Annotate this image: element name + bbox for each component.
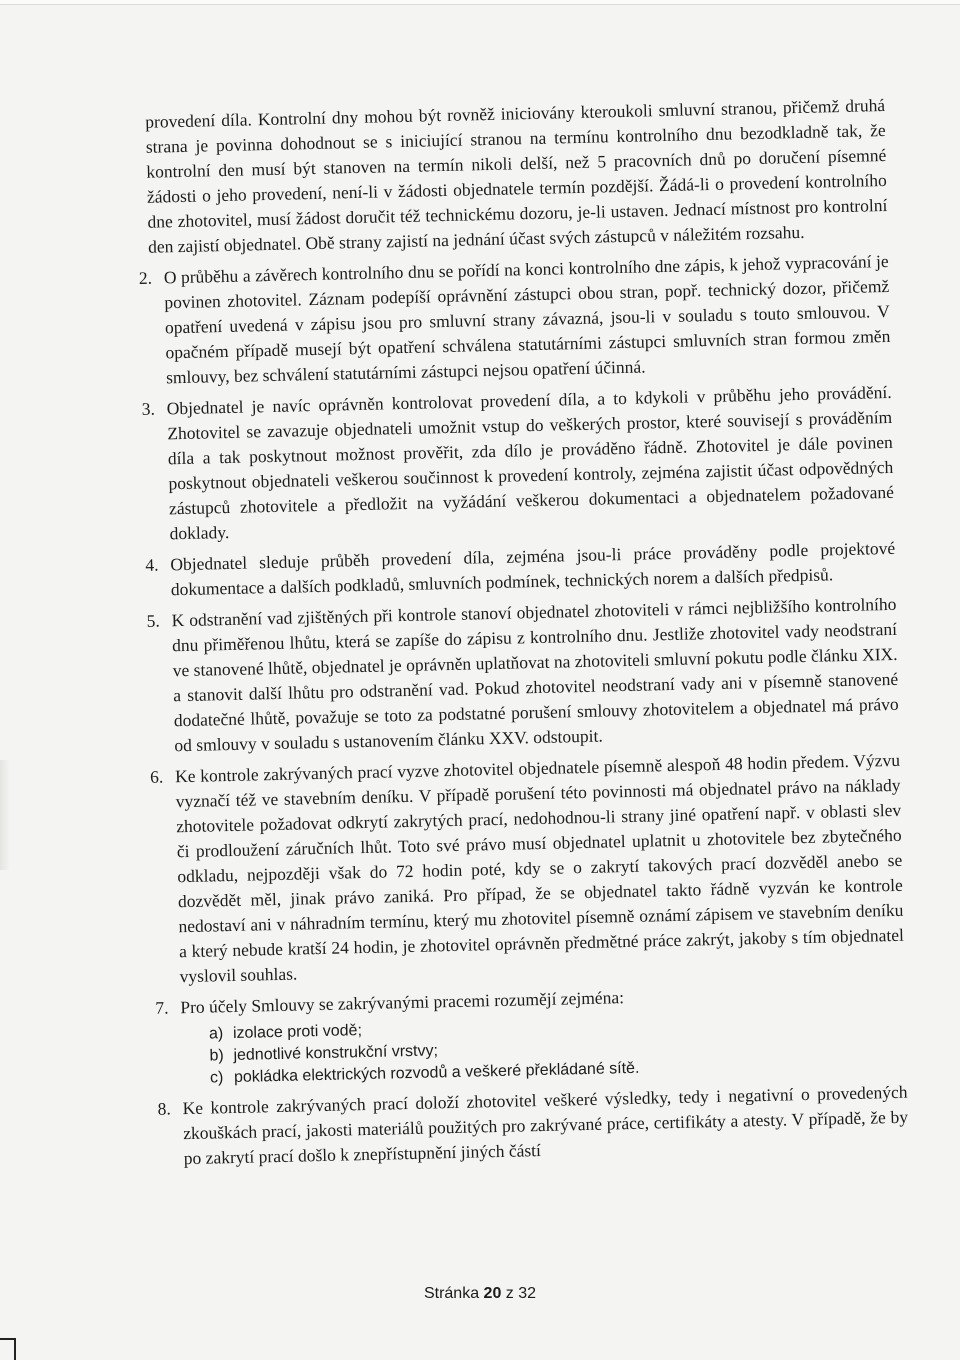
clause-number: 3. <box>141 398 156 419</box>
total-pages: 32 <box>518 1285 537 1302</box>
clause-3 <box>142 380 895 547</box>
intro-paragraph: provedení díla. Kontrolní dny mohou být rovněž iniciovány kteroukoli smluvní stranou, přičemž druhá strana je povinna dohodnout se s iniciující stranou na termínu kontrolního dnu bezodkladně tak, že kontrolní den musí být stanoven na termín nikoli delší, než 5 pracovních dnů po doručení písemné žádosti o jeho provedení, není-li v žádosti objednatele termín pozdější. Žádá-li o provedení kontrolního dne zhotovitel, musí žádost doručit též technickému dozoru, je-li ustaven. Jednací místnost pro kontrolní den zajistí objednatel. Obě strany zajistí na jednání účast svých zástupců v náležitém rozsahu. <box>145 94 888 257</box>
current-page-number: 20 <box>483 1285 502 1302</box>
clause-number: 5. <box>146 610 160 631</box>
clause-number: 8. <box>157 1098 172 1119</box>
article-clauses <box>139 249 909 1172</box>
clause-text: Ke kontrole zakrývaných prací doloží zhotovitel veškeré výsledky, tedy i negativní o provedených zkouškách prací, jakosti materiálů použitých pro zakrývané práce, certifikáty a atesty. V případě, že by po zakrytí prací došlo k znepřístupnění jiných částí <box>182 1081 909 1169</box>
clause-text: Objednatel je navíc oprávněn kontrolovat provedení díla, a to kdykoli v průběhu jeho provádění. Zhotovitel se zavazuje objednateli umožnit vstup do veškerých prostor, které souvisejí s prováděním díla a tak poskytnout možnost prověřit, zda dílo je prováděno řádně. Zhotovitel je dále povinen poskytnout objednateli veškerou součinnost k provedení kontroly, zejména zajistit účast odpovědných zástupců zhotovitele a předložit na vyžádání veškerou dokumentaci a objednatelem požadované doklady. <box>166 381 895 544</box>
clause-8 <box>157 1080 909 1172</box>
clause-number: 4. <box>145 554 159 575</box>
scan-binding-shadow <box>0 760 10 870</box>
clause-number: 7. <box>155 997 169 1018</box>
clause-5 <box>146 592 899 759</box>
list-item-label: c) <box>209 1069 224 1087</box>
list-item-text: pokládka elektrických rozvodů a veškeré překládané sítě. <box>233 1059 640 1087</box>
covered-works-list <box>181 1008 907 1090</box>
list-item-text: jednotlivé konstrukční vrstvy; <box>233 1042 439 1065</box>
clause-text: K odstranění vad zjištěných při kontrole stanoví objednatel zhotoviteli v rámci nejbližšího kontrolního dnu přiměřenou lhůtu, která se zapíše do zápisu z kontrolního dnu. Jestliže zhotovitel vady neodstraní ve stanovené lhůtě, objednatel je oprávněn uplatňovat na zhotoviteli smluvní pokutu podle článku XIX. a stanovit další lhůtu pro odstranění vad. Pokud zhotovitel neodstraní vady ani v písemně stanovené dodatečné lhůtě, považuje se toto za podstatné porušení smlouvy zhotovitelem a objednatel má právo od smlouvy v souladu s ustanovením článku XXV. odstoupit. <box>171 593 899 756</box>
page-separator: z <box>505 1285 514 1302</box>
clause-text: Objednatel sleduje průběh provedení díla, zejména jsou-li práce prováděny podle projektové dokumentace a dalších podkladů, smluvních podmínek, technických norem a dalších předpisů. <box>170 537 896 600</box>
list-item-text: izolace proti vodě; <box>232 1022 363 1043</box>
clause-text: O průběhu a závěrech kontrolního dnu se pořídí na konci kontrolního dne zápis, k jehož vypracování je povinen zhotovitel. Záznam podepíší oprávnění zástupci obou stran, popř. technický dozor, přičemž opatření uvedená v zápisu jsou pro smluvní strany závazná, jsou-li v souladu s touto smlouvou. V opačném případě musejí být opatření schválena statutárními zástupci smluvních stran formou změn smlouvy, bez schválení statutárními zástupci nejsou opatření účinná. <box>163 250 891 388</box>
clause-text: Pro účely Smlouvy se zakrývanými pracemi rozumějí zejména: <box>180 987 625 1018</box>
clause-6 <box>150 748 905 990</box>
list-item-label: a) <box>208 1025 224 1043</box>
list-item-label: b) <box>209 1047 224 1065</box>
clause-2 <box>139 249 892 391</box>
clause-7 <box>155 979 907 1091</box>
scan-corner-mark <box>0 1338 16 1360</box>
document-page <box>135 93 913 1340</box>
clause-text: Ke kontrole zakrývaných prací vyzve zhotovitel objednatele písemně alespoň 48 hodin předem. Výzvu vyznačí též ve stavebním deníku. V případě porušení této povinnosti má objednatel právo na náklady zhotovitele požadovat odkrytí zakrytých prací, nedohodnou-li strany jiné opatření např. v oblasti slev či prodloužení záručních lhůt. Toto své právo musí objednatel uplatnit u zhotovitele bez zbytečného odkladu, nejpozději však do 72 hodin poté, kdy se o zakrytí takových prací dozvěděl anebo se dozvědět měl, jinak právo zaniká. Pro případ, že se objednatel takto řádně vyzván ke kontrole nedostaví ani v náhradním termínu, který mu zhotovitel písemně oznámí zápisem ve stavebním deníku a který nebude kratší 24 hodin, je zhotovitel oprávněn předmětné práce zakrýt, jakoby s tím objednatel vyslovil souhlas. <box>174 749 905 987</box>
clause-4 <box>145 536 896 603</box>
page-footer <box>0 1285 960 1303</box>
page-label: Stránka <box>423 1285 480 1302</box>
clause-number: 2. <box>138 267 153 288</box>
clause-number: 6. <box>149 766 164 787</box>
scan-top-edge <box>0 0 960 5</box>
